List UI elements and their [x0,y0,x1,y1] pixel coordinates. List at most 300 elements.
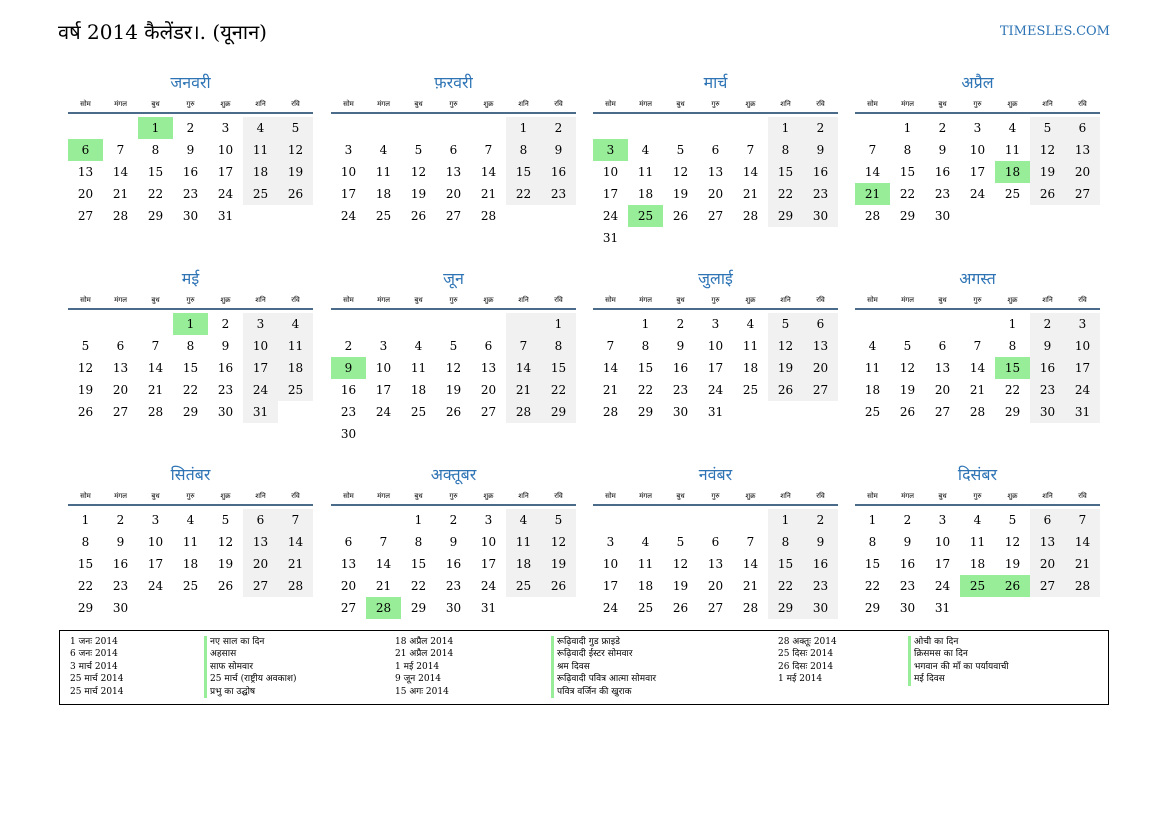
day-cell: 10 [934,535,951,549]
day-cell: 24 [340,209,357,223]
site-link[interactable]: TIMESLES.COM [999,24,1110,39]
day-cell: 9 [676,339,685,353]
weekday-label: मंगल [639,100,652,108]
day-cell: 17 [243,357,278,379]
day-cell: 1 [868,513,877,527]
day-grid [593,313,838,423]
day-cell: 8 [506,139,541,161]
weekday-label: शनि [780,296,791,304]
month-block [331,266,576,445]
day-cell: 4 [746,317,755,331]
day-cell: 14 [742,557,759,571]
empty-cell [506,205,541,227]
weekday-label: सोम [867,296,878,304]
day-cell: 6 [68,139,103,161]
day-cell: 30 [899,601,916,615]
day-cell: 27 [803,379,838,401]
day-cell: 31 [602,231,619,245]
day-cell: 5 [1008,513,1017,527]
day-cell: 6 [116,339,125,353]
day-cell: 13 [707,165,724,179]
day-cell: 24 [934,579,951,593]
legend-dates-1 [70,636,124,698]
day-cell: 25 [1004,187,1021,201]
day-cell: 14 [864,165,881,179]
day-grid [593,117,838,249]
weekday-header [331,96,576,114]
month-name: दिसंबर [957,465,998,484]
day-cell: 5 [676,535,685,549]
day-cell: 14 [969,361,986,375]
weekday-header [68,488,313,506]
day-cell: 21 [855,183,890,205]
weekday-label: गुरु [711,492,720,500]
day-cell: 9 [903,535,912,549]
day-cell: 30 [672,405,689,419]
day-cell: 28 [480,209,497,223]
weekday-label: शुक्र [745,100,756,108]
day-cell: 9 [116,535,125,549]
day-cell: 17 [969,165,986,179]
day-cell: 2 [676,317,685,331]
day-cell: 24 [243,379,278,401]
day-cell: 10 [707,339,724,353]
legend-holiday: 25 मार्च (राष्ट्रीय अवकाश) [210,674,297,685]
day-cell: 12 [672,165,689,179]
day-cell: 22 [768,183,803,205]
day-cell: 23 [217,383,234,397]
weekday-label: गुरु [186,492,195,500]
empty-cell [243,597,278,619]
day-cell: 25 [960,575,995,597]
month-block [593,462,838,619]
day-cell: 5 [278,117,313,139]
day-cell: 15 [899,165,916,179]
day-cell: 29 [768,205,803,227]
day-cell: 1 [541,313,576,335]
day-cell: 23 [672,383,689,397]
day-cell: 22 [77,579,94,593]
month-name: अप्रैल [961,73,994,92]
legend-date: 1 मई 2014 [778,674,823,685]
day-cell: 23 [340,405,357,419]
day-cell: 21 [602,383,619,397]
day-cell: 3 [379,339,388,353]
day-cell: 24 [217,187,234,201]
day-cell: 5 [768,313,803,335]
day-cell: 5 [221,513,230,527]
day-cell: 15 [768,161,803,183]
weekday-label: मंगल [639,296,652,304]
day-cell: 12 [672,557,689,571]
weekday-label: शुक्र [1007,100,1018,108]
day-cell: 27 [934,405,951,419]
day-cell: 7 [868,143,877,157]
day-cell: 4 [186,513,195,527]
day-cell: 1 [81,513,90,527]
day-cell: 19 [1004,557,1021,571]
day-cell: 11 [637,557,654,571]
empty-cell [960,205,995,227]
day-cell: 13 [707,557,724,571]
day-cell: 10 [243,335,278,357]
day-cell: 8 [768,139,803,161]
day-cell: 24 [375,405,392,419]
weekday-label: मंगल [639,492,652,500]
day-cell: 21 [147,383,164,397]
day-cell: 30 [182,209,199,223]
empty-cell [68,313,103,335]
day-cell: 1 [506,117,541,139]
day-cell: 21 [742,187,759,201]
day-cell: 27 [1065,183,1100,205]
day-cell: 6 [449,143,458,157]
day-cell: 11 [637,165,654,179]
empty-cell [803,227,838,249]
day-cell: 3 [973,121,982,135]
empty-cell [506,423,541,445]
day-cell: 22 [147,187,164,201]
empty-cell [436,423,471,445]
weekday-label: सोम [605,296,616,304]
day-cell: 19 [217,557,234,571]
empty-cell [541,205,576,227]
day-cell: 6 [484,339,493,353]
legend-holiday: क्रिसमस का दिन [914,649,968,660]
day-cell: 16 [803,161,838,183]
empty-cell [401,423,436,445]
day-cell: 29 [637,405,654,419]
empty-cell [471,313,506,335]
weekday-label: गुरु [973,100,982,108]
weekday-label: शुक्र [483,296,494,304]
empty-cell [698,227,733,249]
day-cell: 9 [803,531,838,553]
day-cell: 17 [375,383,392,397]
day-grid [855,313,1100,423]
empty-cell [628,509,663,531]
weekday-label: रवि [816,492,825,500]
empty-cell [593,313,628,335]
empty-cell [855,117,890,139]
day-cell: 29 [410,601,427,615]
day-cell: 28 [506,401,541,423]
day-cell: 7 [116,143,125,157]
weekday-label: रवि [554,492,563,500]
month-block [855,462,1100,619]
day-cell: 18 [969,557,986,571]
legend-holiday: रूढ़िवादी पवित्र आत्मा सोमवार [557,674,657,685]
day-cell: 8 [151,143,160,157]
day-cell: 8 [868,535,877,549]
weekday-label: शनि [255,100,266,108]
weekday-label: रवि [1078,492,1087,500]
day-cell: 25 [182,579,199,593]
weekday-label: मंगल [377,296,390,304]
weekday-label: सोम [343,492,354,500]
day-cell: 23 [1030,379,1065,401]
empty-cell [960,597,995,619]
day-cell: 2 [1030,313,1065,335]
month-name: जनवरी [170,73,211,92]
empty-cell [768,401,803,423]
empty-cell [138,597,173,619]
weekday-label: सोम [605,100,616,108]
day-cell: 22 [637,383,654,397]
day-cell: 7 [484,143,493,157]
day-cell: 10 [147,535,164,549]
day-cell: 13 [77,165,94,179]
day-cell: 15 [541,357,576,379]
weekday-label: शनि [1042,100,1053,108]
day-cell: 4 [379,143,388,157]
day-cell: 22 [864,579,881,593]
empty-cell [663,227,698,249]
day-cell: 22 [541,379,576,401]
day-cell: 6 [938,339,947,353]
day-cell: 25 [410,405,427,419]
day-cell: 20 [707,579,724,593]
day-cell: 17 [602,187,619,201]
weekday-label: सोम [867,100,878,108]
day-cell: 26 [77,405,94,419]
weekday-label: गुरु [449,492,458,500]
empty-cell [1030,205,1065,227]
weekday-header [331,488,576,506]
day-cell: 27 [480,405,497,419]
weekday-label: शनि [780,492,791,500]
weekday-label: बुध [151,492,160,500]
empty-cell [733,117,768,139]
day-cell: 18 [637,187,654,201]
day-cell: 3 [606,535,615,549]
day-cell: 22 [768,575,803,597]
legend-date: 1 जनः 2014 [70,637,118,647]
day-cell: 12 [278,139,313,161]
weekday-label: रवि [291,492,300,500]
weekday-label: मंगल [901,100,914,108]
empty-cell [208,597,243,619]
weekday-label: सोम [343,100,354,108]
day-cell: 6 [1030,509,1065,531]
day-cell: 4 [243,117,278,139]
day-cell: 10 [480,535,497,549]
day-cell: 29 [147,209,164,223]
day-grid [855,117,1100,227]
day-cell: 17 [1065,357,1100,379]
day-cell: 7 [1065,509,1100,531]
weekday-label: रवि [816,296,825,304]
day-cell: 2 [449,513,458,527]
day-cell: 2 [344,339,353,353]
day-cell: 31 [480,601,497,615]
day-cell: 1 [768,117,803,139]
day-cell: 11 [1004,143,1021,157]
weekday-header [331,292,576,310]
day-cell: 5 [903,339,912,353]
day-cell: 8 [541,335,576,357]
day-cell: 10 [217,143,234,157]
month-name: जून [443,269,464,288]
day-cell: 29 [899,209,916,223]
day-cell: 13 [803,335,838,357]
day-cell: 18 [995,161,1030,183]
legend-date: 18 अप्रैल 2014 [395,637,454,647]
day-cell: 12 [541,531,576,553]
day-cell: 24 [1065,379,1100,401]
legend-dates-3 [778,636,837,686]
day-cell: 27 [340,601,357,615]
day-grid [331,509,576,619]
day-grid [68,117,313,227]
day-cell: 4 [278,313,313,335]
day-cell: 27 [1030,575,1065,597]
empty-cell [803,401,838,423]
day-cell: 16 [217,361,234,375]
weekday-label: सोम [80,100,91,108]
holiday-legend [59,630,1109,705]
day-cell: 20 [243,553,278,575]
day-cell: 4 [868,339,877,353]
day-cell: 1 [641,317,650,331]
day-cell: 20 [803,357,838,379]
day-grid [68,509,313,619]
legend-holiday: रूढ़िवादी गुड फ्राइडे [557,637,620,647]
day-cell: 15 [77,557,94,571]
weekday-label: गुरु [973,296,982,304]
weekday-header [68,292,313,310]
day-cell: 10 [969,143,986,157]
day-cell: 13 [1065,139,1100,161]
day-cell: 28 [112,209,129,223]
day-cell: 2 [803,117,838,139]
weekday-label: बुध [414,296,423,304]
legend-date: 28 अक्तूः 2014 [778,637,837,647]
weekday-label: रवि [1078,296,1087,304]
legend-holiday: नए साल का दिन [210,637,265,647]
day-cell: 22 [899,187,916,201]
month-block [593,70,838,249]
day-cell: 21 [112,187,129,201]
weekday-label: बुध [151,296,160,304]
day-cell: 8 [768,531,803,553]
day-cell: 26 [445,405,462,419]
day-cell: 5 [449,339,458,353]
day-cell: 31 [707,405,724,419]
weekday-label: सोम [867,492,878,500]
day-cell: 5 [81,339,90,353]
legend-names-3 [908,636,1009,686]
weekday-label: सोम [80,296,91,304]
day-cell: 14 [1065,531,1100,553]
empty-cell [698,117,733,139]
day-cell: 27 [707,209,724,223]
empty-cell [698,509,733,531]
day-cell: 21 [480,187,497,201]
legend-date: 21 अप्रैल 2014 [395,649,454,660]
day-cell: 19 [445,383,462,397]
day-cell: 26 [672,601,689,615]
day-cell: 9 [331,357,366,379]
day-cell: 30 [934,209,951,223]
day-cell: 26 [217,579,234,593]
day-cell: 9 [938,143,947,157]
day-cell: 21 [969,383,986,397]
day-cell: 25 [243,183,278,205]
day-cell: 17 [480,557,497,571]
day-cell: 29 [541,401,576,423]
day-cell: 13 [340,557,357,571]
day-cell: 10 [602,165,619,179]
day-cell: 20 [445,187,462,201]
day-cell: 28 [742,601,759,615]
empty-cell [925,313,960,335]
day-cell: 19 [768,357,803,379]
day-cell: 4 [973,513,982,527]
day-cell: 3 [1065,313,1100,335]
weekday-label: बुध [676,492,685,500]
day-cell: 16 [182,165,199,179]
weekday-label: सोम [605,492,616,500]
weekday-label: शनि [255,492,266,500]
day-cell: 14 [742,165,759,179]
day-cell: 14 [147,361,164,375]
empty-cell [471,117,506,139]
day-cell: 2 [221,317,230,331]
day-cell: 30 [445,601,462,615]
legend-holiday: पवित्र वर्जिन की खुराक [557,686,632,697]
day-cell: 8 [186,339,195,353]
day-cell: 24 [147,579,164,593]
day-cell: 7 [973,339,982,353]
day-cell: 12 [445,361,462,375]
day-cell: 11 [410,361,427,375]
weekday-label: रवि [291,296,300,304]
day-cell: 11 [969,535,986,549]
empty-cell [366,313,401,335]
day-cell: 13 [445,165,462,179]
day-cell: 8 [1008,339,1017,353]
empty-cell [890,313,925,335]
day-cell: 11 [864,361,881,375]
weekday-label: बुध [676,100,685,108]
day-cell: 7 [746,143,755,157]
day-cell: 11 [278,335,313,357]
day-cell: 22 [182,383,199,397]
day-cell: 18 [278,357,313,379]
month-block [593,266,838,423]
day-cell: 26 [1030,183,1065,205]
empty-cell [278,597,313,619]
legend-holiday: प्रभु का उद्घोष [210,686,256,697]
day-cell: 6 [243,509,278,531]
empty-cell [995,597,1030,619]
month-name: फ़रवरी [434,73,473,92]
day-cell: 30 [217,405,234,419]
day-cell: 18 [637,579,654,593]
empty-cell [593,509,628,531]
empty-cell [471,423,506,445]
day-cell: 15 [410,557,427,571]
day-cell: 16 [541,161,576,183]
day-cell: 19 [672,579,689,593]
weekday-label: शुक्र [483,492,494,500]
day-cell: 31 [243,401,278,423]
weekday-label: बुध [414,492,423,500]
day-cell: 23 [445,579,462,593]
empty-cell [436,117,471,139]
day-cell: 24 [480,579,497,593]
